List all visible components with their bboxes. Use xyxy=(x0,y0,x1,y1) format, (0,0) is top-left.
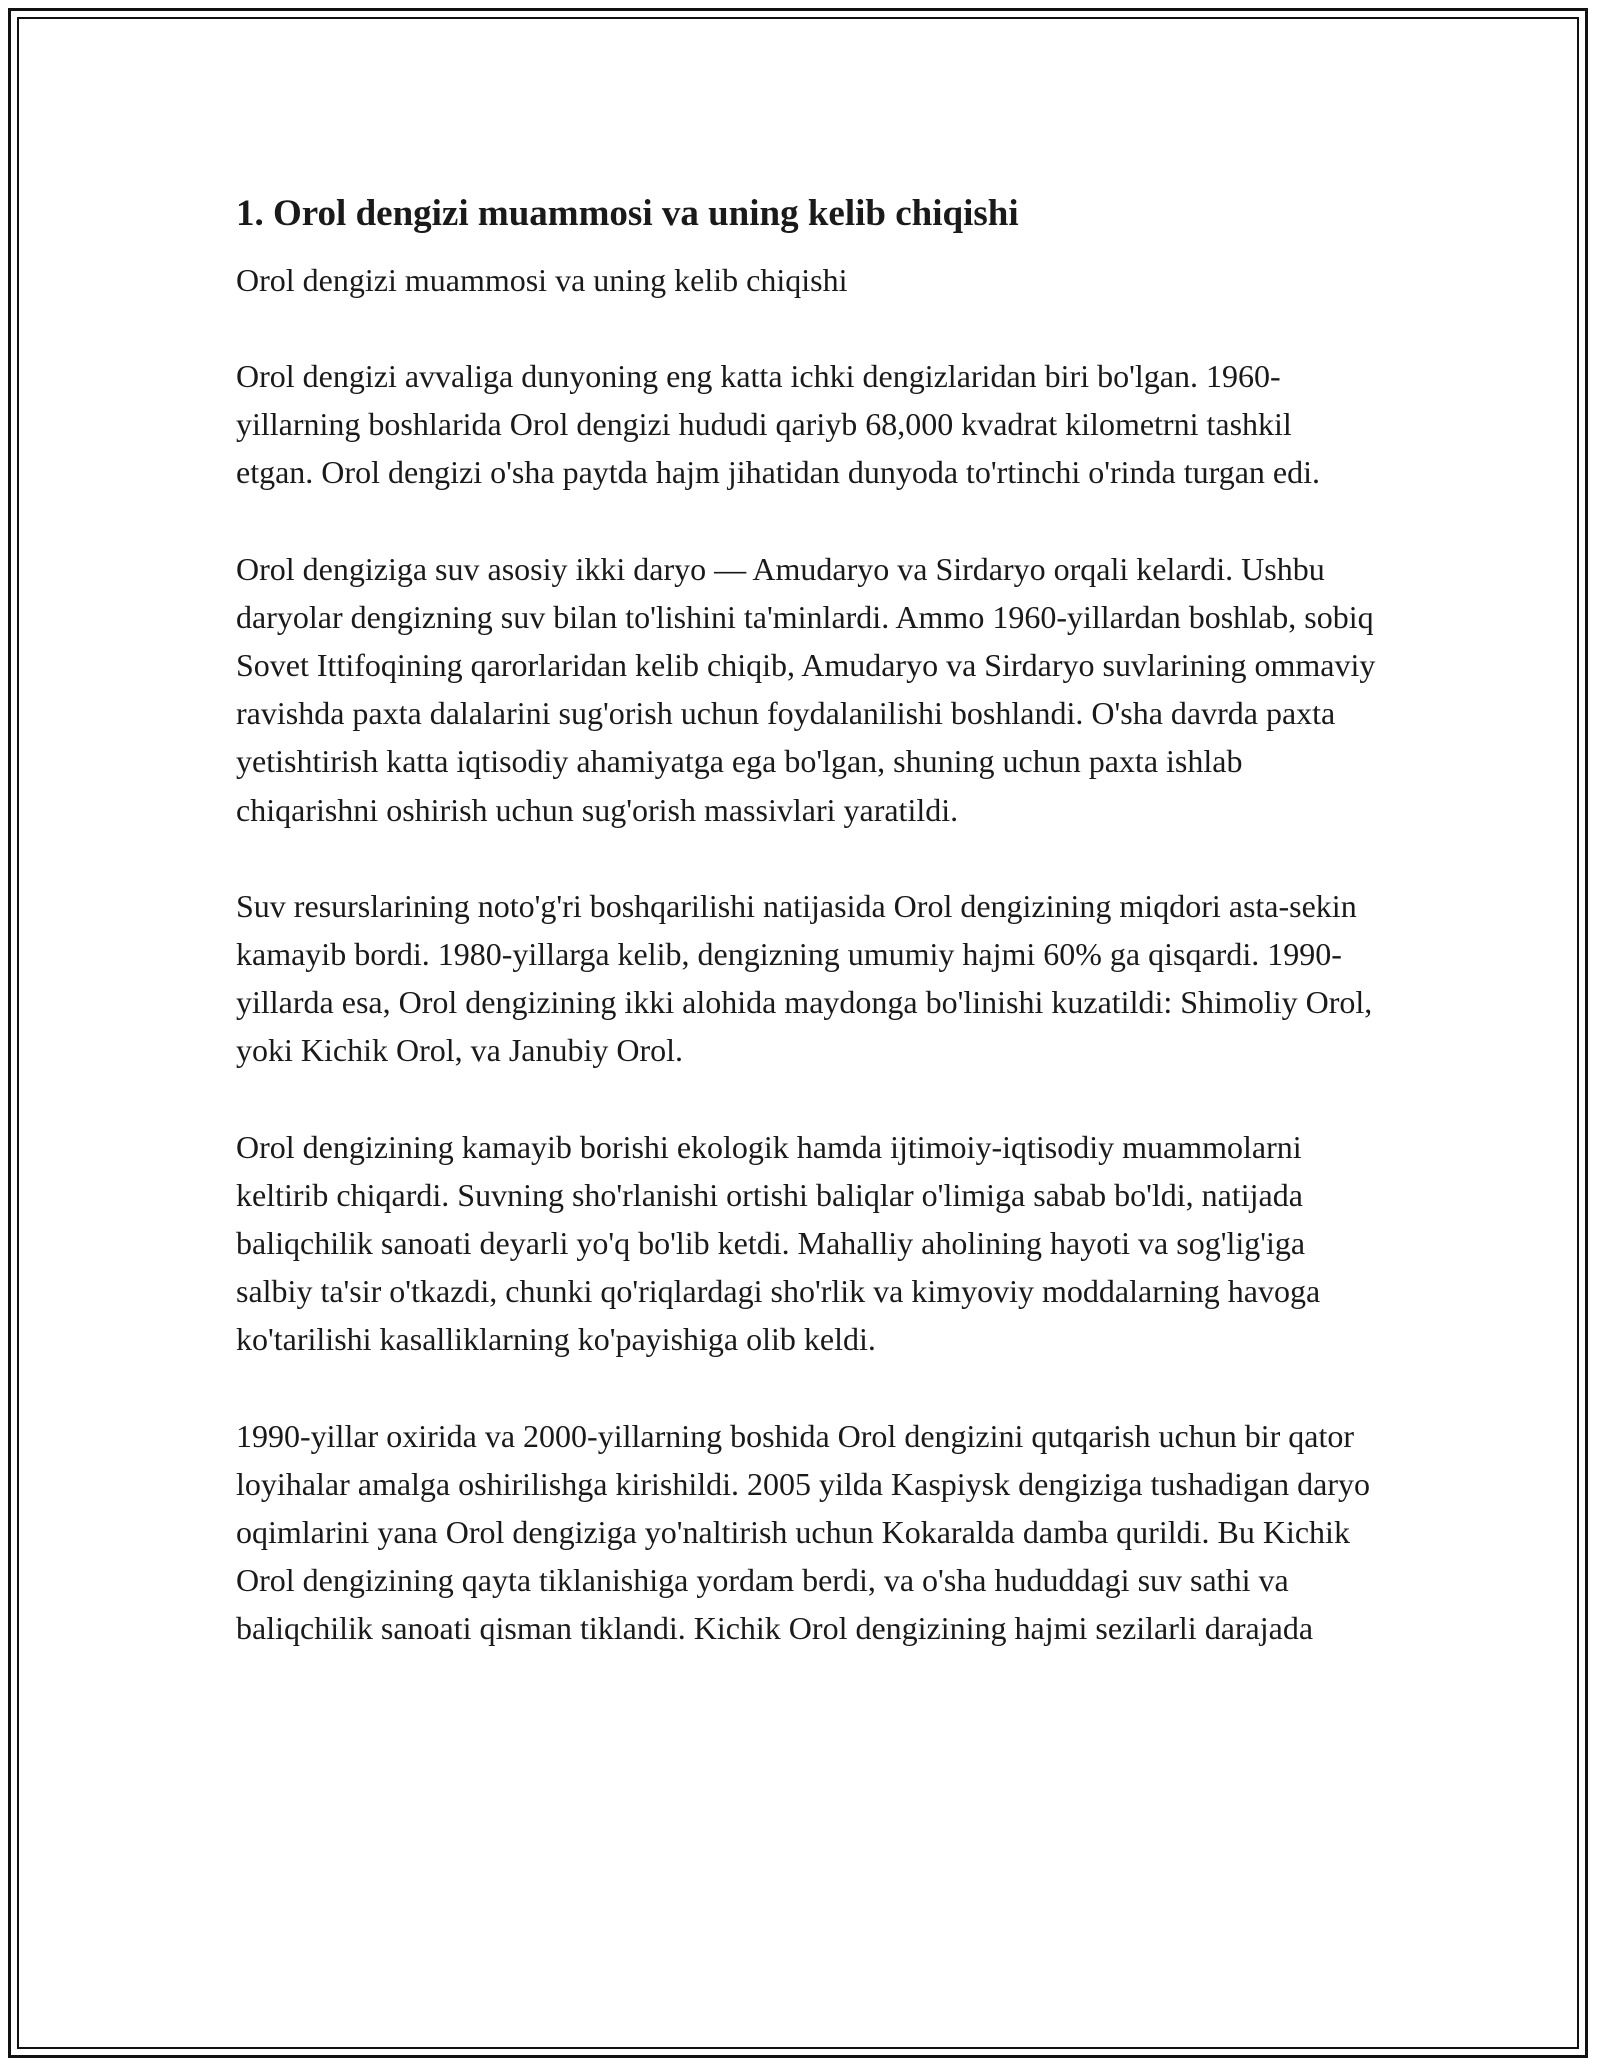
section-heading: 1. Orol dengizi muammosi va uning kelib chiqishi xyxy=(236,193,1019,234)
paragraph-1: Orol dengizi avvaliga dunyoning eng katta ichki dengizlaridan biri bo'lgan. 1960-yillarning boshlarida Orol dengizi hududi qariyb 68,000 kvadrat kilometrni tashkil etgan. Orol dengizi o'sha paytda hajm jihatidan dunyoda to'rtinchi o'rinda turgan edi. xyxy=(236,358,1320,491)
document-body xyxy=(236,186,1376,1701)
paragraph-3: Suv resurslarining noto'g'ri boshqarilishi natijasida Orol dengizining miqdori asta-sekin kamayib bordi. 1980-yillarga kelib, dengizning umumiy hajmi 60% ga qisqardi. 1990-yillarda esa, Orol dengizining ikki alohida maydonga bo'linishi kuzatildi: Shimoliy Orol, yoki Kichik Orol, va Janubiy Orol. xyxy=(236,887,1373,1069)
paragraph-2: Orol dengiziga suv asosiy ikki daryo — Amudaryo va Sirdaryo orqali kelardi. Ushbu daryolar dengizning suv bilan to'lishini ta'minlardi. Ammo 1960-yillardan boshlab, sobiq Sovet Ittifoqining qarorlaridan kelib chiqib, Amudaryo va Sirdaryo suvlarining ommaviy ravishda paxta dalalarini sug'orish uchun foydalanilishi boshlandi. O'sha davrda paxta yetishtirish katta iqtisodiy ahamiyatga ega bo'lgan, shuning uchun paxta ishlab chiqarishni oshirish uchun sug'orish massivlari yaratildi. xyxy=(236,550,1376,828)
paragraph-5: 1990-yillar oxirida va 2000-yillarning boshida Orol dengizini qutqarish uchun bir qator loyihalar amalga oshirilishga kirishildi. 2005 yilda Kaspiysk dengiziga tushadigan daryo oqimlarini yana Orol dengiziga yo'naltirish uchun Kokaralda damba qurildi. Bu Kichik Orol dengizining qayta tiklanishiga yordam berdi, va o'sha hududdagi suv sathi va baliqchilik sanoati qisman tiklandi. Kichik Orol dengizining hajmi sezilarli darajada xyxy=(236,1417,1370,1647)
paragraph-4: Orol dengizining kamayib borishi ekologik hamda ijtimoiy-iqtisodiy muammolarni keltirib chiqardi. Suvning sho'rlanishi ortishi baliqlar o'limiga sabab bo'ldi, natijada baliqchilik sanoati deyarli yo'q bo'lib ketdi. Mahalliy aholining hayoti va sog'lig'iga salbiy ta'sir o'tkazdi, chunki qo'riqlardagi sho'rlik va kimyoviy moddalarning havoga ko'tarilishi kasalliklarning ko'payishiga olib keldi. xyxy=(236,1128,1321,1358)
section-subtitle: Orol dengizi muammosi va uning kelib chiqishi xyxy=(236,262,848,298)
